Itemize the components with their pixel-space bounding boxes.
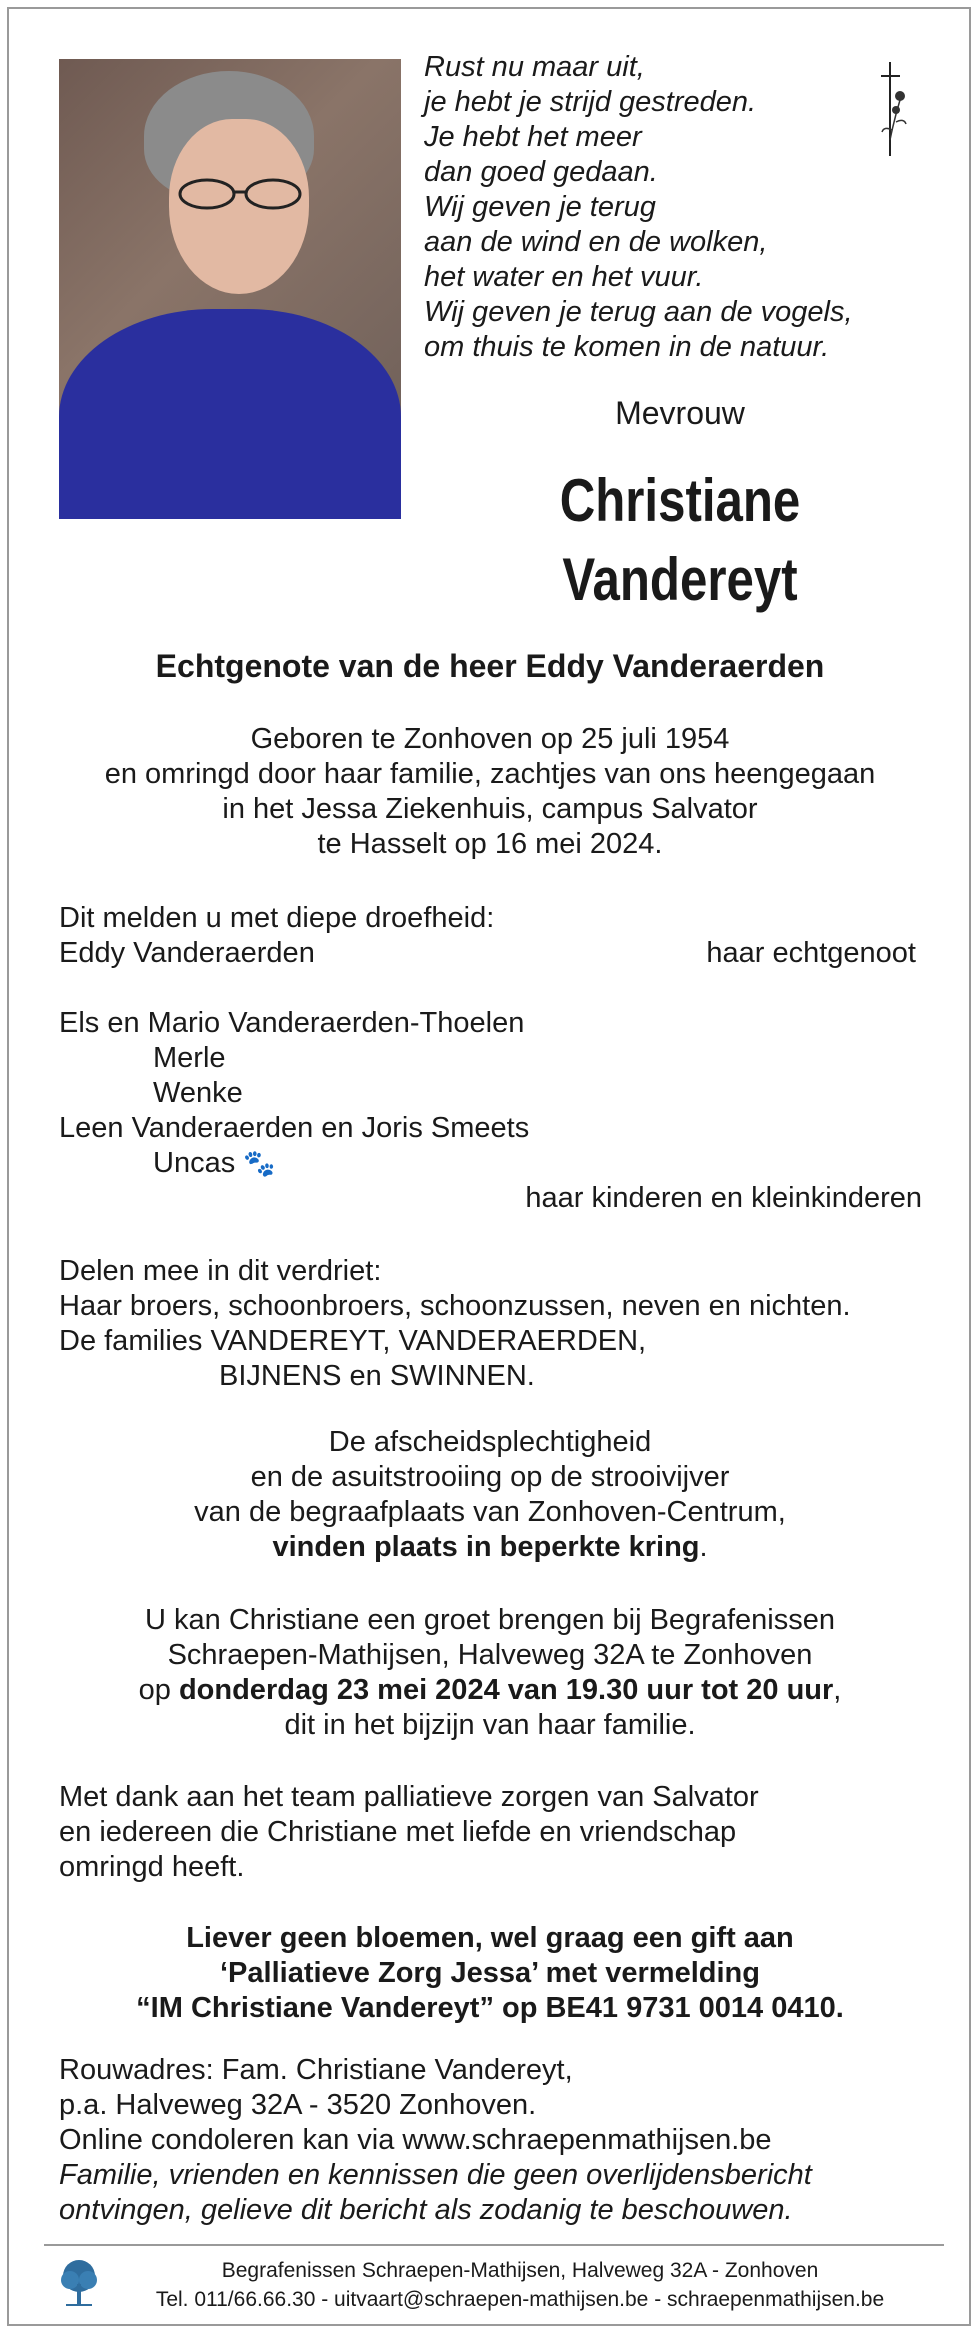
grandchild-name: Merle — [153, 1042, 226, 1074]
visit-line: U kan Christiane een groet brengen bij Begrafenissen — [145, 1604, 835, 1636]
birth-line: te Hasselt op 16 mei 2024. — [317, 828, 663, 860]
share-block — [59, 1254, 851, 1394]
thanks-block — [59, 1780, 759, 1885]
honorific: Mevrouw — [615, 395, 745, 431]
visit-comma: , — [833, 1674, 842, 1706]
poem — [424, 50, 894, 365]
notice-line: ontvingen, gelieve dit bericht als zodanig te beschouwen. — [59, 2194, 793, 2226]
poem-line: Wij geven je terug — [424, 191, 656, 223]
footer-address: Begrafenissen Schraepen-Mathijsen, Halveweg 32A - Zonhoven — [221, 2259, 819, 2282]
cross-with-rose-icon — [876, 60, 912, 160]
portrait-photo — [59, 59, 401, 519]
poem-line: je hebt je strijd gestreden. — [424, 86, 757, 118]
birth-line: Geboren te Zonhoven op 25 juli 1954 — [250, 723, 730, 755]
visit-line — [40, 1673, 940, 1708]
footer-divider — [44, 2244, 944, 2246]
visit-line: Schraepen-Mathijsen, Halveweg 32A te Zonhoven — [167, 1639, 813, 1671]
thanks-line: en iedereen die Christiane met liefde en vriendschap — [59, 1816, 737, 1848]
birth-line: en omringd door haar familie, zachtjes van ons heengegaan — [104, 758, 876, 790]
visit-block — [40, 1603, 940, 1743]
poem-line: het water en het vuur. — [424, 261, 704, 293]
visit-line: dit in het bijzijn van haar familie. — [284, 1709, 696, 1741]
family-line: Els en Mario Vanderaerden-Thoelen — [59, 1007, 525, 1039]
announce-intro: Dit melden u met diepe droefheid: — [59, 902, 495, 934]
visit-date: donderdag 23 mei 2024 van 19.30 uur tot 20 uur — [178, 1674, 834, 1706]
deceased-first-name: Christiane — [559, 467, 801, 534]
pet-name-text: Uncas — [153, 1147, 236, 1179]
birth-info — [40, 722, 940, 862]
share-line: BIJNENS en SWINNEN. — [219, 1360, 535, 1392]
gift-line: ‘Palliatieve Zorg Jessa’ met vermelding — [220, 1957, 760, 1989]
address-block — [59, 2053, 812, 2228]
share-line: De families VANDEREYT, VANDERAERDEN, — [59, 1325, 647, 1357]
share-line: Delen mee in dit verdriet: — [59, 1255, 382, 1287]
poem-line: om thuis te komen in de natuur. — [424, 331, 830, 363]
children-relation: haar kinderen en kleinkinderen — [525, 1182, 922, 1214]
poem-line: aan de wind en de wolken, — [424, 226, 768, 258]
photo-glasses — [177, 177, 303, 211]
poem-line: Wij geven je terug aan de vogels, — [424, 296, 853, 328]
grandchild-name: Wenke — [153, 1077, 243, 1109]
family-line: Leen Vanderaerden en Joris Smeets — [59, 1112, 530, 1144]
poem-line: Rust nu maar uit, — [424, 51, 645, 83]
tree-logo-icon — [58, 2258, 100, 2308]
ceremony-line: en de asuitstrooiing op de strooivijver — [250, 1461, 730, 1493]
birth-line: in het Jessa Ziekenhuis, campus Salvator — [222, 793, 758, 825]
ceremony-block — [40, 1425, 940, 1565]
poem-line: dan goed gedaan. — [424, 156, 658, 188]
ceremony-line — [40, 1530, 940, 1565]
gift-line: “IM Christiane Vandereyt” op BE41 9731 0014 0410. — [136, 1992, 844, 2024]
poem-line: Je hebt het meer — [424, 121, 642, 153]
paw-icon: 🐾 — [243, 1148, 276, 1178]
gift-block — [40, 1921, 940, 2026]
funeral-home-footer — [110, 2256, 930, 2314]
deceased-last-name: Vandereyt — [562, 546, 798, 613]
share-line: Haar broers, schoonbroers, schoonzussen, neven en nichten. — [59, 1290, 851, 1322]
husband-name: Eddy Vanderaerden — [59, 937, 315, 969]
visit-prefix: op — [138, 1674, 179, 1706]
thanks-line: Met dank aan het team palliatieve zorgen van Salvator — [59, 1781, 759, 1813]
address-line: p.a. Halveweg 32A - 3520 Zonhoven. — [59, 2089, 537, 2121]
ceremony-period: . — [699, 1531, 708, 1563]
photo-blouse — [59, 309, 401, 519]
ceremony-emphasis: vinden plaats in beperkte kring — [272, 1531, 700, 1563]
footer-contact: Tel. 011/66.66.30 - uitvaart@schraepen-mathijsen.be - schraepenmathijsen.be — [155, 2288, 885, 2311]
gift-line: Liever geen bloemen, wel graag een gift aan — [186, 1922, 794, 1954]
ceremony-line: De afscheidsplechtigheid — [328, 1426, 652, 1458]
pet-name — [153, 1147, 276, 1180]
thanks-line: omringd heeft. — [59, 1851, 245, 1883]
husband-relation: haar echtgenoot — [706, 937, 916, 969]
address-line: Rouwadres: Fam. Christiane Vandereyt, — [59, 2054, 573, 2086]
address-line: Online condoleren kan via www.schraepenmathijsen.be — [59, 2124, 772, 2156]
ceremony-line: van de begraafplaats van Zonhoven-Centrum, — [194, 1496, 786, 1528]
spouse-line: Echtgenote van de heer Eddy Vanderaerden — [155, 648, 825, 684]
notice-line: Familie, vrienden en kennissen die geen overlijdensbericht — [59, 2159, 812, 2191]
